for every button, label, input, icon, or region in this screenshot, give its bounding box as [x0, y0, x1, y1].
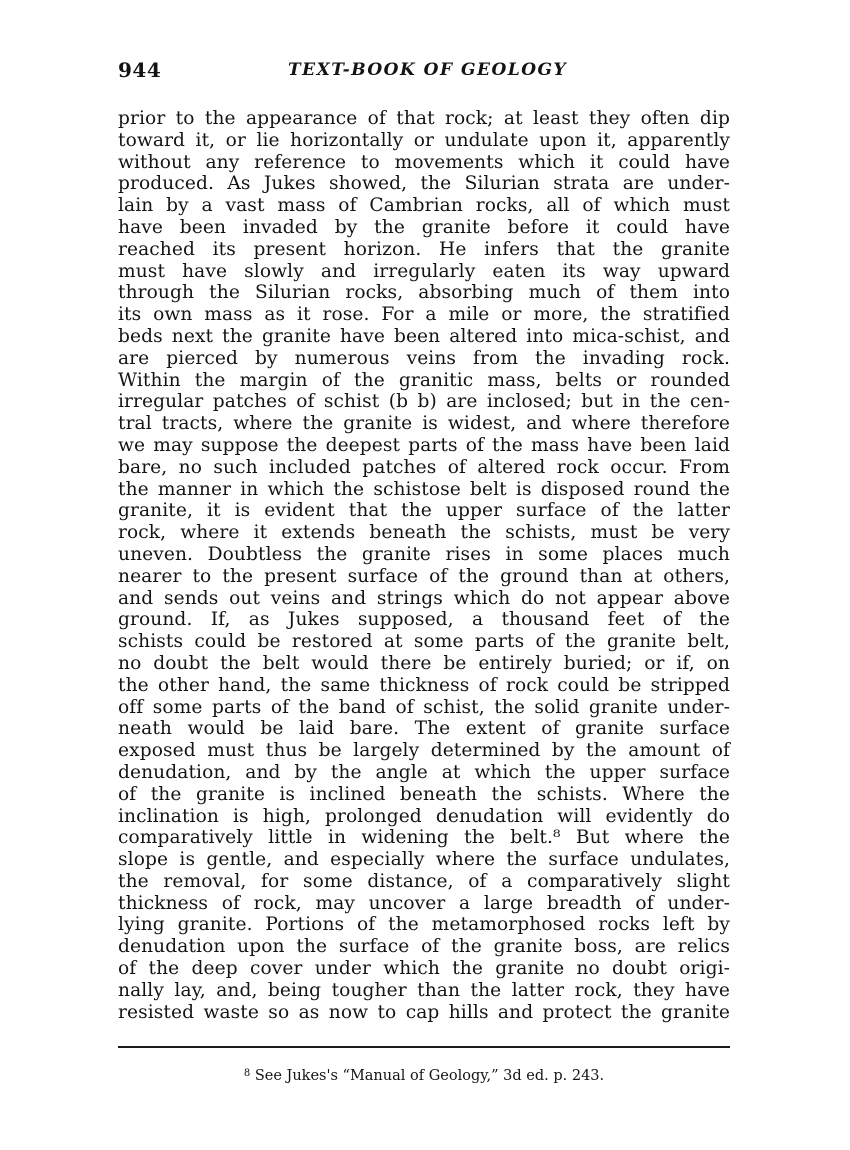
text-line: inclination is high, prolonged denudation will evidently do [118, 805, 730, 827]
footnote [118, 1068, 730, 1084]
text-line: nally lay, and, being tougher than the latter rock, they have [118, 979, 730, 1001]
text-line: tral tracts, where the granite is widest, and where therefore [118, 413, 730, 435]
text-line: thickness of rock, may uncover a large breadth of under- [118, 892, 730, 914]
text-line: off some parts of the band of schist, the solid granite under- [118, 696, 730, 718]
text-line: produced. As Jukes showed, the Silurian strata are under- [118, 173, 730, 195]
text-line: resisted waste so as now to cap hills and protect the granite [118, 1001, 730, 1023]
text-line: denudation, and by the angle at which the upper surface [118, 761, 730, 783]
text-line: bare, no such included patches of altered rock occur. From [118, 456, 730, 478]
text-line: slope is gentle, and especially where the surface undulates, [118, 849, 730, 871]
text-line: exposed must thus be largely determined by the amount of [118, 740, 730, 762]
text-line: granite, it is evident that the upper surface of the latter [118, 500, 730, 522]
text-line: reached its present horizon. He infers that the granite [118, 238, 730, 260]
text-line: rock, where it extends beneath the schists, must be very [118, 522, 730, 544]
text-line: ground. If, as Jukes supposed, a thousand feet of the [118, 609, 730, 631]
text-line: lain by a vast mass of Cambrian rocks, all of which must [118, 195, 730, 217]
text-line: the other hand, the same thickness of rock could be stripped [118, 674, 730, 696]
footnote-rule [118, 1046, 730, 1048]
text-line: lying granite. Portions of the metamorphosed rocks left by [118, 914, 730, 936]
footnote-marker: 8 [243, 1068, 251, 1079]
footnote-text: See Jukes's “Manual of Geology,” 3d ed. p. 243. [254, 1068, 605, 1084]
page-header [118, 58, 730, 88]
text-line: are pierced by numerous veins from the invading rock. [118, 347, 730, 369]
text-line: of the granite is inclined beneath the schists. Where the [118, 783, 730, 805]
text-line: we may suppose the deepest parts of the mass have been laid [118, 434, 730, 456]
text-line: prior to the appearance of that rock; at least they often dip [118, 108, 730, 129]
text-line: must have slowly and irregularly eaten its way upward [118, 260, 730, 282]
text-line: the removal, for some distance, of a comparatively slight [118, 870, 730, 892]
text-line: uneven. Doubtless the granite rises in some places much [118, 543, 730, 565]
text-line: Within the margin of the granitic mass, belts or rounded [118, 369, 730, 391]
running-head: TEXT-BOOK OF GEOLOGY [288, 60, 568, 80]
text-line: of the deep cover under which the granite no doubt origi- [118, 958, 730, 980]
text-line: neath would be laid bare. The extent of granite surface [118, 718, 730, 740]
page-number: 944 [118, 58, 162, 82]
text-line: no doubt the belt would there be entirely buried; or if, on [118, 652, 730, 674]
text-line: without any reference to movements which it could have [118, 151, 730, 173]
text-line: comparatively little in widening the belt.⁸ But where the [118, 827, 730, 849]
text-line: and sends out veins and strings which do not appear above [118, 587, 730, 609]
text-line: through the Silurian rocks, absorbing much of them into [118, 282, 730, 304]
text-line: irregular patches of schist (b b) are inclosed; but in the cen- [118, 391, 730, 413]
text-line: its own mass as it rose. For a mile or more, the stratified [118, 304, 730, 326]
text-line: schists could be restored at some parts of the granite belt, [118, 631, 730, 653]
text-line: denudation upon the surface of the granite boss, are relics [118, 936, 730, 958]
text-line: have been invaded by the granite before it could have [118, 216, 730, 238]
body-text [118, 108, 730, 1023]
text-line: the manner in which the schistose belt is disposed round the [118, 478, 730, 500]
text-line: beds next the granite have been altered into mica-schist, and [118, 325, 730, 347]
text-line: nearer to the present surface of the ground than at others, [118, 565, 730, 587]
text-line: toward it, or lie horizontally or undulate upon it, apparently [118, 129, 730, 151]
